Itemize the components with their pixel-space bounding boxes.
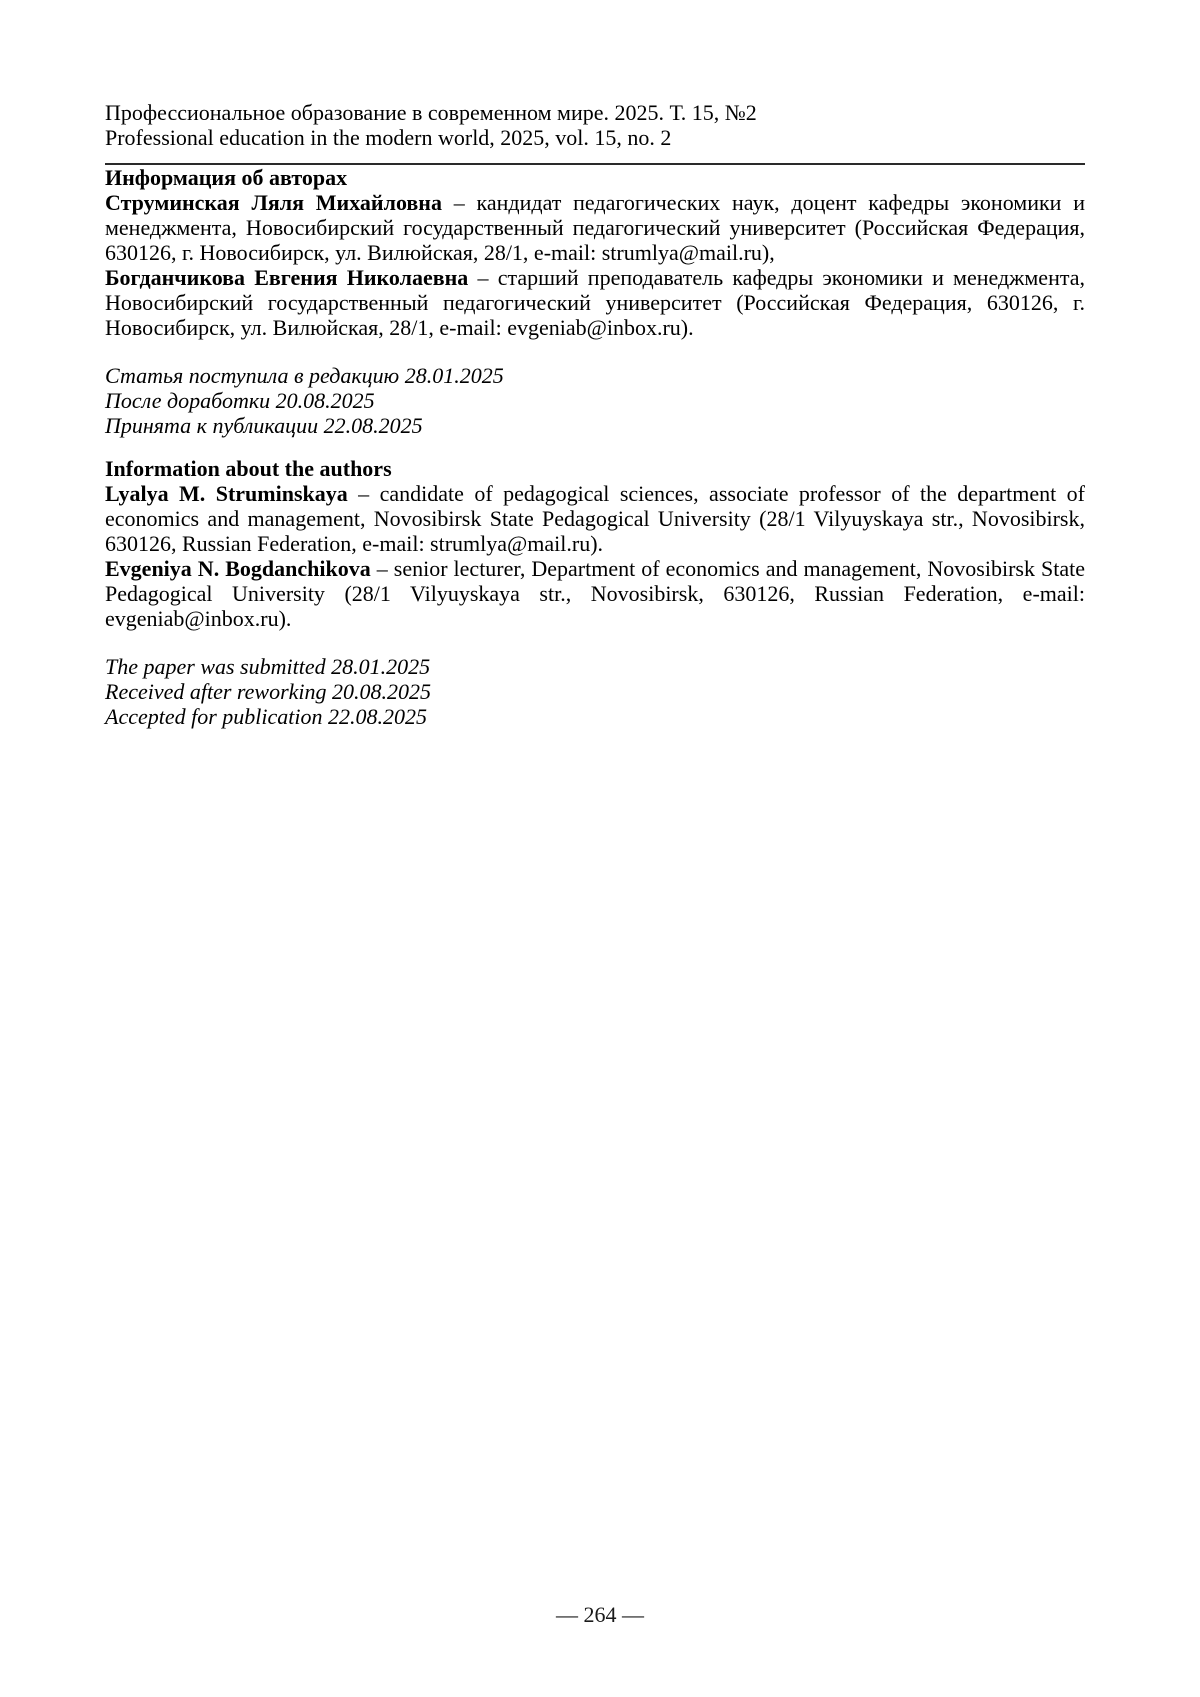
author-paragraph-ru-2 (105, 265, 1085, 340)
author-name-en-1: Lyalya M. Struminskaya (105, 481, 348, 506)
author-name-ru-1: Струминская Ляля Михайловна (105, 190, 442, 215)
author-details-ru-1: – кандидат педагогических наук, доцент кафедры экономики и менеджмента, Новосибирский государственный педагогический университет (Российская Федерация, 630126, г. Новосибирск, ул. Вилюйская, 28/1, e-mail: strumlya@mail.ru), (105, 190, 1085, 265)
date-reworked-ru: После доработки 20.08.2025 (105, 388, 375, 413)
journal-title-en: Professional education in the modern world, 2025, vol. 15, no. 2 (105, 125, 672, 150)
journal-title-ru: Профессиональное образование в современном мире. 2025. Т. 15, №2 (105, 100, 757, 125)
author-paragraph-en-2 (105, 556, 1085, 631)
submission-dates-ru (105, 363, 1085, 438)
date-reworked-en: Received after reworking 20.08.2025 (105, 679, 432, 704)
author-details-en-2: – senior lecturer, Department of economics and management, Novosibirsk State Pedagogical University (28/1 Vilyuyskaya str., Novosibirsk, 630126, Russian Federation, e-mail: evgeniab@inbox.ru). (105, 556, 1085, 631)
author-name-en-2: Evgeniya N. Bogdanchikova (105, 556, 371, 581)
date-accepted-ru: Принята к публикации 22.08.2025 (105, 413, 423, 438)
date-submitted-en: The paper was submitted 28.01.2025 (105, 654, 431, 679)
author-details-ru-2: – старший преподаватель кафедры экономики и менеджмента, Новосибирский государственный педагогический университет (Российская Федерация, 630126, г. Новосибирск, ул. Вилюйская, 28/1, e-mail: evgeniab@inbox.ru). (105, 265, 1085, 340)
author-details-en-1: – candidate of pedagogical sciences, associate professor of the department of economics and management, Novosibirsk State Pedagogical University (28/1 Vilyuyskaya str., Novosibirsk, 630126, Russian Federation, e-mail: strumlya@mail.ru). (105, 481, 1085, 556)
page-content (105, 100, 1085, 729)
author-paragraph-ru-1 (105, 190, 1085, 265)
section-heading-authors-en: Information about the authors (105, 456, 392, 481)
page-number: — 264 — (556, 1602, 644, 1627)
submission-dates-en (105, 654, 1085, 729)
author-paragraph-en-1 (105, 481, 1085, 556)
date-accepted-en: Accepted for publication 22.08.2025 (105, 704, 427, 729)
running-header (105, 100, 1085, 150)
section-heading-authors-ru: Информация об авторах (105, 165, 348, 190)
date-submitted-ru: Статья поступила в редакцию 28.01.2025 (105, 363, 504, 388)
author-name-ru-2: Богданчикова Евгения Николаевна (105, 265, 469, 290)
